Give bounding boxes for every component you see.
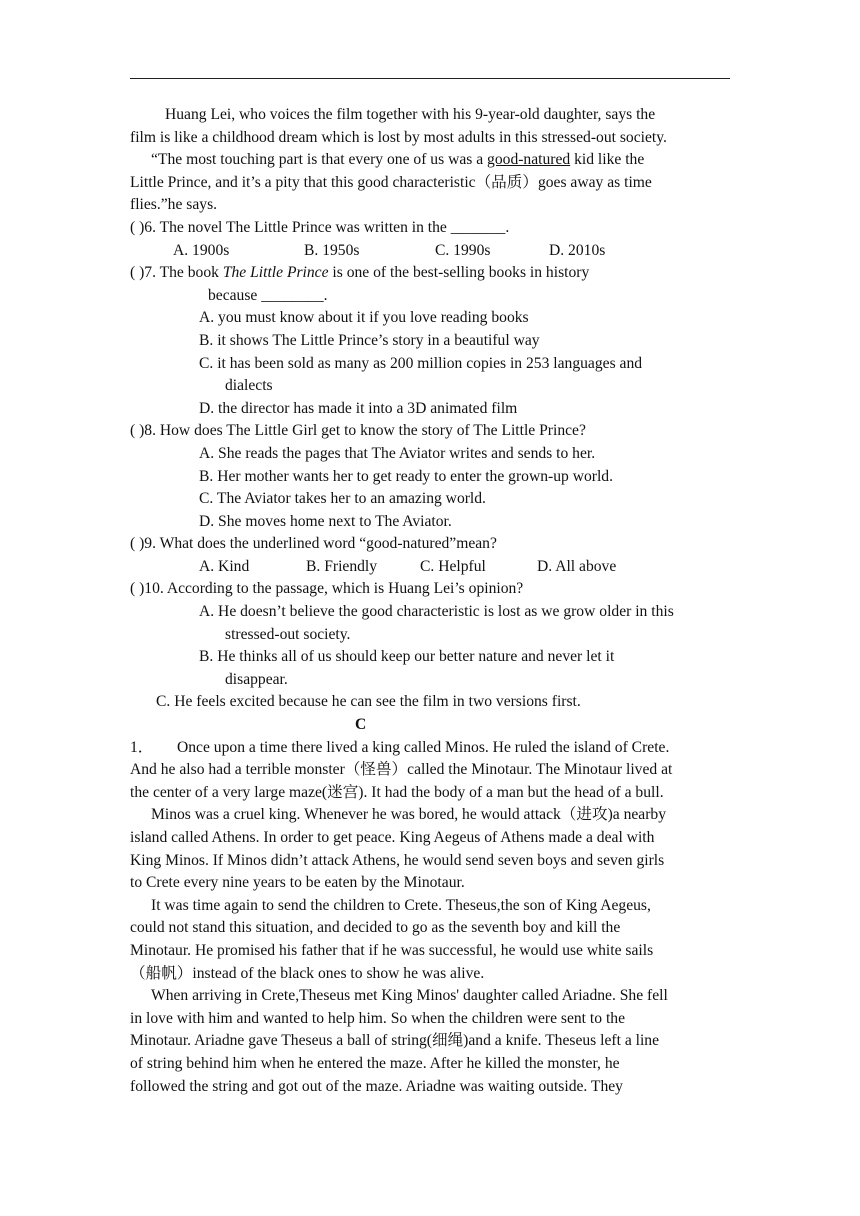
question-9-options	[130, 556, 730, 579]
question-10-stem: ( )10. According to the passage, which is Huang Lei’s opinion?	[130, 580, 524, 598]
question-9-stem: ( )9. What does the underlined word “good-natured”mean?	[130, 535, 497, 553]
option-d: D. the director has made it into a 3D animated film	[199, 399, 518, 417]
text-run: “The most touching part is that every one of us was a	[151, 151, 488, 169]
paragraph-line: could not stand this situation, and decided to go as the seventh boy and kill the	[130, 919, 621, 937]
paragraph-line	[130, 737, 730, 760]
header-rule	[130, 78, 730, 79]
option-a: A. She reads the pages that The Aviator writes and sends to her.	[199, 444, 596, 462]
paragraph-line: to Crete every nine years to be eaten by the Minotaur.	[130, 874, 465, 892]
option-b: B. He thinks all of us should keep our better nature and never let it	[199, 648, 615, 666]
option-d: D. All above	[537, 557, 617, 575]
text-run: is one of the best-selling books in history	[328, 264, 590, 282]
option-a-cont: stressed-out society.	[225, 625, 351, 643]
paragraph-line: in love with him and wanted to help him. So when the children were sent to the	[130, 1009, 625, 1027]
paragraph-line: And he also had a terrible monster（怪兽）called the Minotaur. The Minotaur lived at	[130, 761, 673, 779]
text-run: kid like the	[570, 151, 645, 169]
option-c-cont: dialects	[225, 377, 273, 395]
paragraph-line: Minos was a cruel king. Whenever he was bored, he would attack（进攻)a nearby	[151, 806, 667, 824]
option-a: A. Kind	[199, 557, 250, 575]
paragraph-line: King Minos. If Minos didn’t attack Athens, he would send seven boys and seven girls	[130, 851, 665, 869]
section-heading: C	[355, 716, 367, 734]
document-body	[130, 104, 730, 1098]
paragraph-line: It was time again to send the children to Crete. Theseus,the son of King Aegeus,	[151, 896, 651, 914]
paragraph-line: Minotaur. He promised his father that if he was successful, he would use white sails	[130, 941, 654, 959]
question-6-stem: ( )6. The novel The Little Prince was written in the _______.	[130, 218, 510, 236]
option-c: C. 1990s	[435, 241, 491, 259]
option-c: C. The Aviator takes her to an amazing world.	[199, 490, 486, 508]
question-6-options	[130, 240, 730, 263]
paragraph-line: followed the string and got out of the maze. Ariadne was waiting outside. They	[130, 1077, 623, 1095]
option-a: A. 1900s	[173, 241, 230, 259]
option-a: A. He doesn’t believe the good characteristic is lost as we grow older in this	[199, 603, 674, 621]
option-a: A. you must know about it if you love reading books	[199, 309, 529, 327]
book-title: The Little Prince	[222, 264, 329, 282]
question-7-stem-cont: because ________.	[208, 286, 328, 304]
paragraph-line: When arriving in Crete,Theseus met King Minos' daughter called Ariadne. She fell	[151, 987, 668, 1005]
option-c: C. it has been sold as many as 200 million copies in 253 languages and	[199, 354, 643, 372]
question-7-stem	[130, 262, 730, 285]
text-run: Once upon a time there lived a king called Minos. He ruled the island of Crete.	[177, 738, 670, 756]
question-8-stem: ( )8. How does The Little Girl get to know the story of The Little Prince?	[130, 422, 586, 440]
paragraph-line: Little Prince, and it’s a pity that this good characteristic（品质）goes away as time	[130, 173, 652, 191]
paragraph-line: island called Athens. In order to get peace. King Aegeus of Athens made a deal with	[130, 829, 655, 846]
paragraph-line: Huang Lei, who voices the film together with his 9-year-old daughter, says the	[165, 106, 656, 123]
option-d: D. 2010s	[549, 241, 606, 259]
paragraph-line: Minotaur. Ariadne gave Theseus a ball of string(细绳)and a knife. Theseus left a line	[130, 1032, 660, 1050]
option-b: B. it shows The Little Prince’s story in a beautiful way	[199, 331, 540, 349]
paragraph-line	[130, 149, 730, 172]
paragraph-line: （船帆）instead of the black ones to show he was alive.	[130, 964, 485, 982]
passage-number: 1．	[130, 738, 154, 756]
option-b: B. Friendly	[306, 557, 378, 575]
paragraph-line: flies.”he says.	[130, 196, 218, 214]
option-b-cont: disappear.	[225, 670, 288, 688]
paragraph-line: of string behind him when he entered the maze. After he killed the monster, he	[130, 1054, 620, 1072]
option-b: B. Her mother wants her to get ready to enter the grown-up world.	[199, 467, 613, 485]
paragraph-line: the center of a very large maze(迷宫). It had the body of a man but the head of a bull.	[130, 783, 664, 801]
option-d: D. She moves home next to The Aviator.	[199, 512, 452, 530]
option-c: C. Helpful	[420, 557, 486, 575]
paragraph-line: film is like a childhood dream which is lost by most adults in this stressed-out society.	[130, 128, 667, 146]
option-b: B. 1950s	[304, 241, 360, 259]
option-c: C. He feels excited because he can see the film in two versions first.	[156, 693, 581, 711]
text-run: ( )7. The book	[130, 264, 223, 282]
underlined-word: good-natured	[487, 151, 571, 169]
